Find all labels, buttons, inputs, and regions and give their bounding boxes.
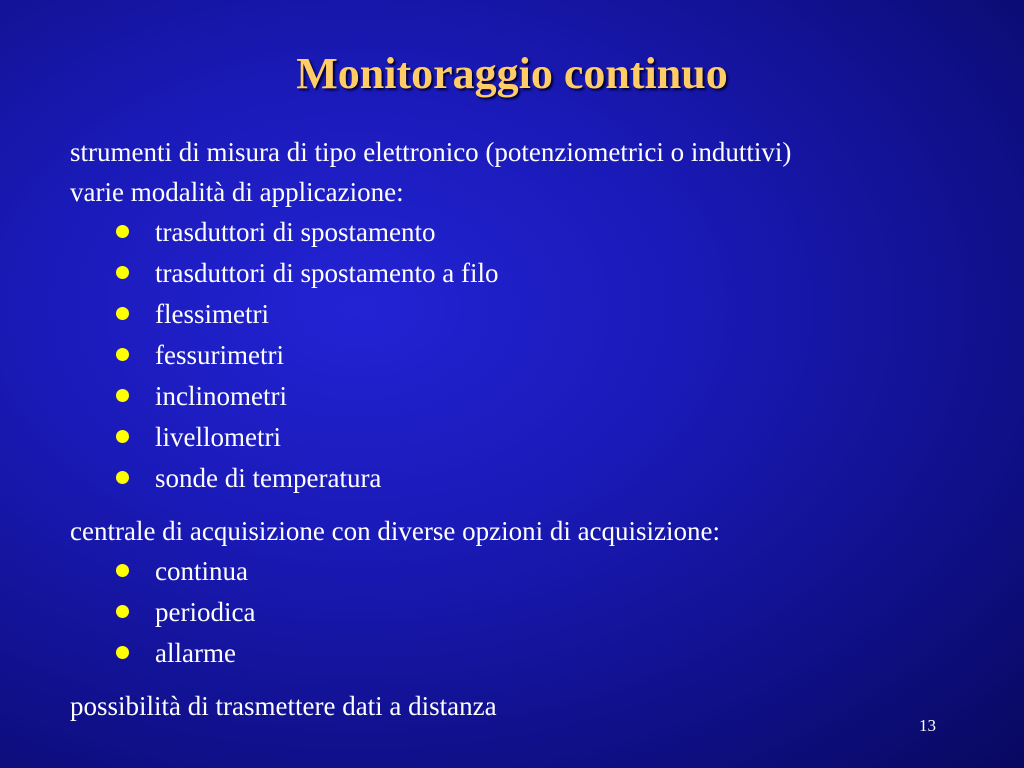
list-item (70, 633, 1010, 674)
list-item-label: periodica (155, 597, 256, 627)
slide-title: Monitoraggio continuo (296, 49, 728, 98)
spacer (70, 499, 1010, 511)
intro-line-application: varie modalità di applicazione: (70, 177, 404, 207)
closing-line: possibilità di trasmettere dati a distanza (70, 691, 497, 721)
list-item (70, 212, 1010, 253)
spacer (70, 674, 1010, 686)
bullet-icon (116, 646, 129, 659)
list-item-label: trasduttori di spostamento a filo (155, 258, 499, 288)
bullet-icon (116, 389, 129, 402)
list-item (70, 335, 1010, 376)
list-item (70, 551, 1010, 592)
list-item (70, 458, 1010, 499)
bullet-icon (116, 471, 129, 484)
bullet-icon (116, 430, 129, 443)
bullet-icon (116, 605, 129, 618)
list-item-label: livellometri (155, 422, 281, 452)
list-item-label: flessimetri (155, 299, 269, 329)
list-item (70, 417, 1010, 458)
list-item-label: continua (155, 556, 248, 586)
list-item (70, 376, 1010, 417)
page-number: 13 (919, 716, 936, 735)
list-item-label: inclinometri (155, 381, 287, 411)
list-item-label: sonde di temperatura (155, 463, 382, 493)
bullet-icon (116, 307, 129, 320)
intro-line-instruments: strumenti di misura di tipo elettronico (potenziometrici o induttivi) (70, 137, 792, 167)
slide-content (70, 132, 1010, 726)
list-item (70, 294, 1010, 335)
list-item (70, 592, 1010, 633)
bullet-icon (116, 266, 129, 279)
list-item-label: trasduttori di spostamento (155, 217, 436, 247)
bullet-icon (116, 564, 129, 577)
bullet-icon (116, 225, 129, 238)
bullet-icon (116, 348, 129, 361)
list-item-label: fessurimetri (155, 340, 284, 370)
acquisition-list (70, 551, 1010, 674)
list-item (70, 253, 1010, 294)
list-item-label: allarme (155, 638, 236, 668)
acquisition-line: centrale di acquisizione con diverse opzioni di acquisizione: (70, 516, 721, 546)
application-list (70, 212, 1010, 499)
